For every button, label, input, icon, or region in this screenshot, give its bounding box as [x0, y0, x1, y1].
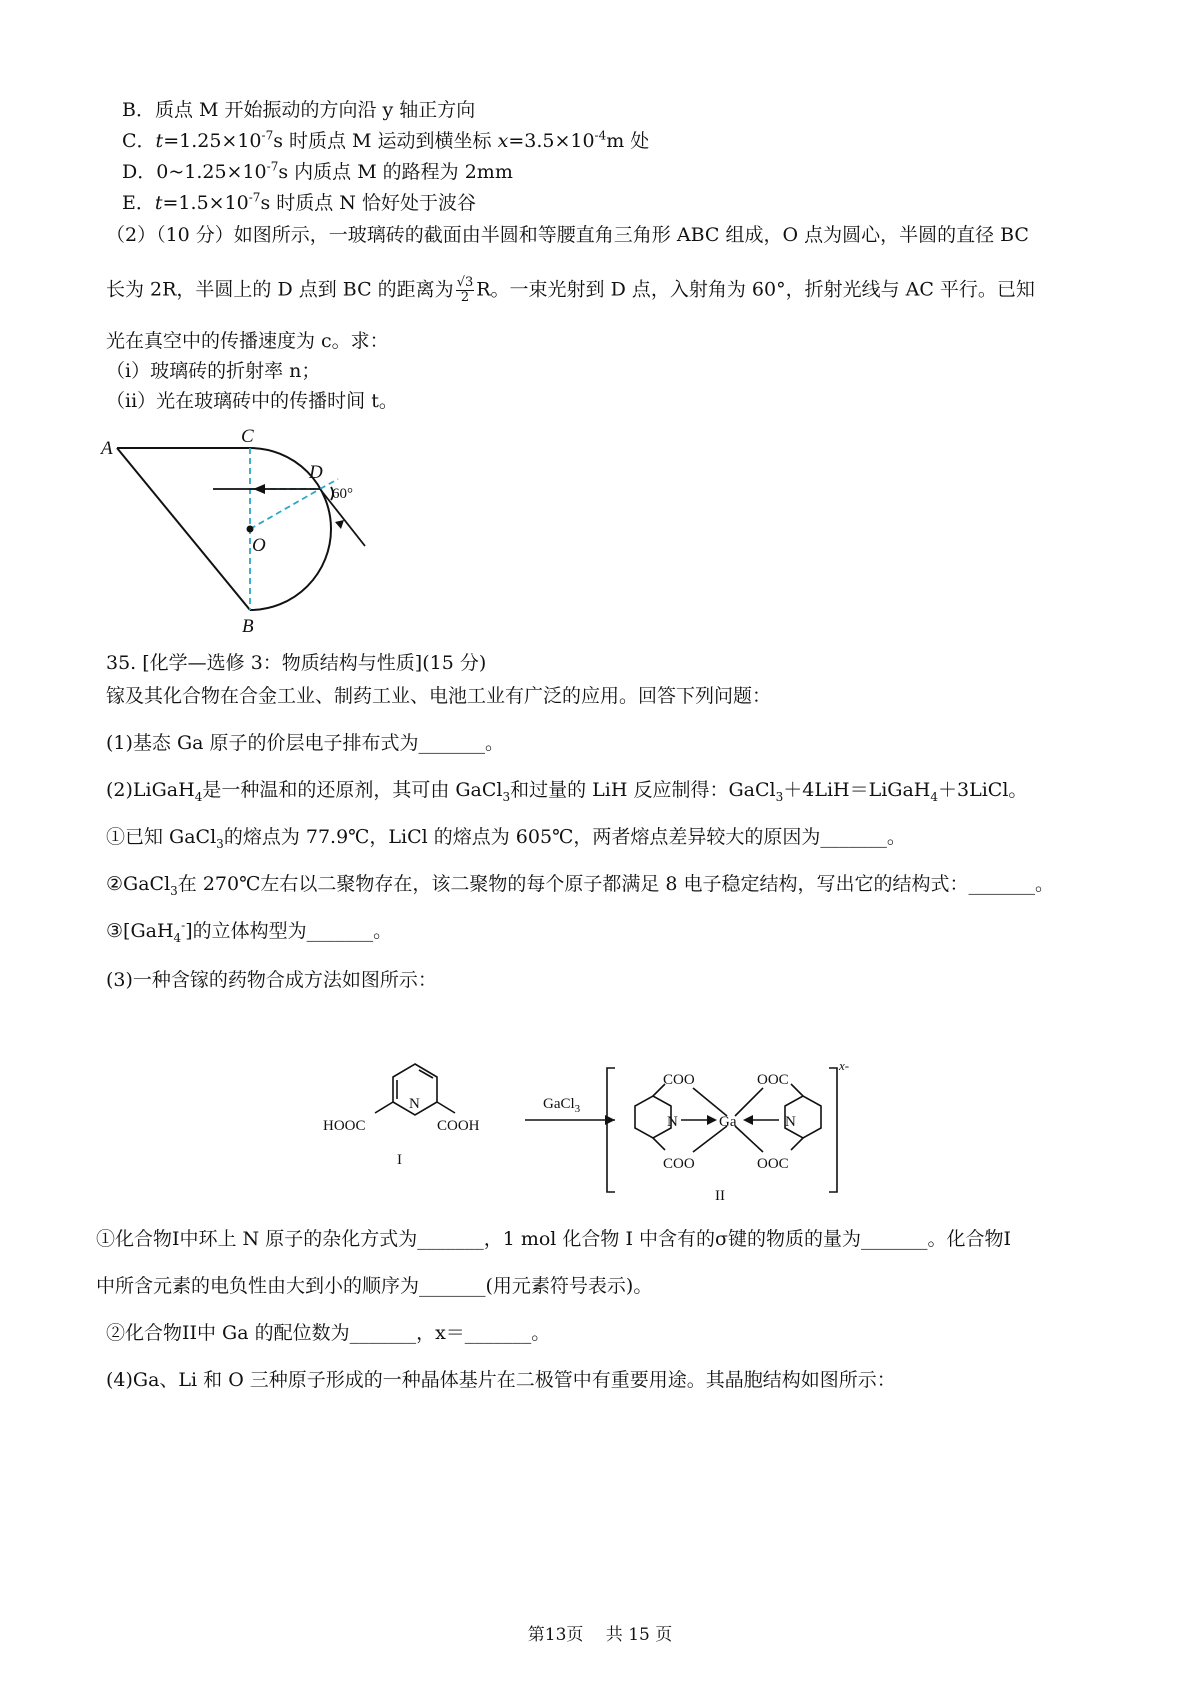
ga-atom: Ga — [719, 1114, 737, 1130]
coo-top-left: COO — [663, 1072, 695, 1088]
page-footer: 第13页 共 15 页 — [527, 1625, 673, 1645]
pyridine-ring-ii-left — [635, 1096, 671, 1138]
chem-q2-3: ③[GaH$_4$-]的立体构型为_______。 — [106, 918, 393, 945]
chem-q1: (1)基态 Ga 原子的价层电子排布式为_______。 — [106, 732, 504, 754]
charge-label: x- — [839, 1058, 850, 1073]
hooc-label: HOOC — [323, 1118, 366, 1134]
chem-q4: (4)Ga、Li 和 O 三种原子形成的一种晶体基片在二极管中有重要用途。其晶胞结构如图所示： — [106, 1369, 896, 1391]
coo-bottom-left: COO — [663, 1156, 695, 1172]
q2-line3: 光在真空中的传播速度为 c。求： — [106, 330, 389, 352]
left-bracket — [607, 1068, 615, 1192]
label-b: B — [242, 616, 254, 637]
reagent-label: GaCl$_3$ — [543, 1096, 581, 1115]
n-atom-i: N — [409, 1096, 420, 1112]
chem-q2-2: ②GaCl$_3$在 270℃左右以二聚物存在，该二聚物的每个原子都满足 8 电子稳定结构，写出它的结构式：_______。 — [106, 873, 1055, 898]
chem-q2: (2)LiGaH$_4$是一种温和的还原剂，其可由 GaCl$_3$和过量的 LiH 反应制得：GaCl$_3$＋4LiH＝LiGaH$_4$＋3LiCl。 — [106, 779, 1028, 804]
label-i: I — [397, 1152, 402, 1168]
chem-header: 35. [化学—选修 3：物质结构与性质](15 分) — [106, 652, 487, 674]
chem-intro: 镓及其化合物在合金工业、制药工业、电池工业有广泛的应用。回答下列问题： — [106, 685, 772, 707]
chem-q3-2: ②化合物II中 Ga 的配位数为_______，x＝_______。 — [106, 1322, 551, 1344]
option-e: E．$t=1.5\times 10^{-7}s$ 时质点 N 恰好处于波谷 — [122, 190, 476, 214]
option-b: B．质点 M 开始振动的方向沿 y 轴正方向 — [122, 99, 476, 121]
ooc-bottom-right: OOC — [757, 1156, 789, 1172]
label-a: A — [101, 438, 113, 459]
n-atom-left: N — [667, 1114, 678, 1130]
right-bracket — [829, 1068, 837, 1192]
label-c: C — [241, 426, 254, 447]
ooc-top-right: OOC — [757, 1072, 789, 1088]
chem-q2-1: ①已知 GaCl$_3$的熔点为 77.9℃，LiCl 的熔点为 605℃，两者熔点差异较大的原因为_______。 — [106, 826, 906, 851]
label-angle: 60° — [332, 486, 353, 502]
q2-line2: 长为 2R，半圆上的 D 点到 BC 的距离为 $\frac{√3}{2}$ R。一束光射到 D 点，入射角为 60°，折射光线与 AC 平行。已知 — [106, 275, 1035, 305]
sqrt3-over-2: $\frac{√3}{2}$ — [456, 275, 474, 305]
incident-arrow — [335, 520, 344, 529]
label-o: O — [252, 535, 266, 556]
option-d: D．$0\sim 1.25\times 10^{-7}s$ 内质点 M 的路程为 2mm — [122, 159, 513, 183]
edge-ab — [117, 448, 250, 610]
label-ii: II — [715, 1188, 725, 1204]
q2-sub-ii: （ii）光在玻璃砖中的传播时间 t。 — [106, 390, 398, 412]
chem-q3: (3)一种含镓的药物合成方法如图所示： — [106, 969, 437, 991]
n-atom-right: N — [785, 1114, 796, 1130]
option-c: C．$t=1.25\times 10^{-7}s$ 时质点 M 运动到横坐标 $x=3.5\times 10^{-4}m$ 处 — [122, 128, 650, 152]
radius-od — [250, 489, 320, 529]
q2-sub-i: （i）玻璃砖的折射率 n； — [106, 360, 321, 382]
q2-line1: （2）（10 分）如图所示，一玻璃砖的截面由半圆和等腰直角三角形 ABC 组成，O 点为圆心，半圆的直径 BC — [106, 224, 1029, 246]
label-d: D — [309, 462, 323, 483]
reaction-scheme — [323, 1040, 865, 1205]
chem-q3-1a: ①化合物I中环上 N 原子的杂化方式为_______，1 mol 化合物 I 中含有的σ键的物质的量为_______。化合物I — [96, 1228, 1011, 1250]
cooh-label: COOH — [437, 1118, 480, 1134]
chem-q3-1b: 中所含元素的电负性由大到小的顺序为_______(用元素符号表示)。 — [96, 1275, 653, 1297]
center-point — [247, 526, 254, 533]
refracted-arrow — [253, 484, 265, 494]
glass-brick-figure — [95, 428, 395, 638]
